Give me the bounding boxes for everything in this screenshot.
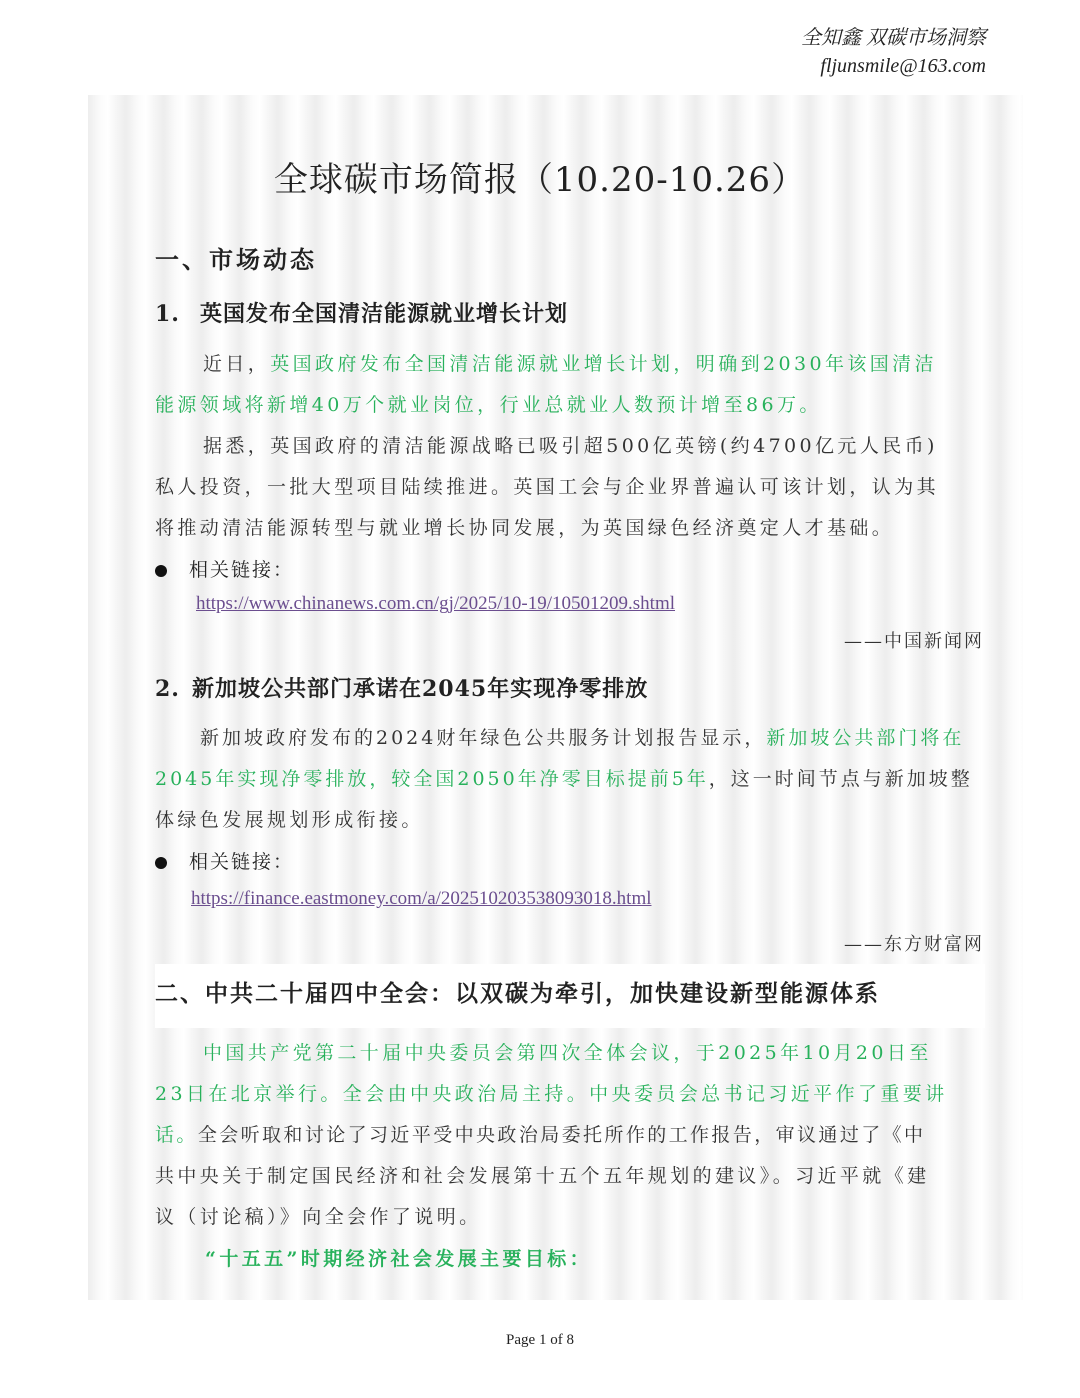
item2-link-label: 相关链接： [189,851,295,873]
item2-paragraph-line1 [200,723,964,750]
item1-number: 1. [155,301,180,327]
item1-source: ——中国新闻网 [844,631,984,652]
item1-paragraph2-line1: 据悉，英国政府的清洁能源战略已吸引超500亿英镑(约4700亿元人民币) [203,435,938,457]
bullet-icon [155,565,167,577]
section2-paragraph-line2: 23日在北京举行。全会由中央政治局主持。中央委员会总书记习近平作了重要讲 [155,1083,948,1105]
item2-number: 2. [155,676,180,702]
item1-link-label: 相关链接： [189,559,295,581]
item2-paragraph-line3: 体绿色发展规划形成衔接。 [155,809,424,831]
item1-title [155,297,568,328]
item1-link[interactable]: https://www.chinanews.com.cn/gj/2025/10-19/10501209.shtml [196,593,676,614]
item2-link-bullet [155,847,294,874]
item1-p1-intro: 近日， [203,353,271,375]
section2-heading: 二、中共二十届四中全会：以双碳为牵引，加快建设新型能源体系 [155,980,880,1007]
item1-paragraph2-line2: 私人投资，一批大型项目陆续推进。英国工会与企业界普遍认可该计划，认为其 [155,476,940,498]
author-email: fljunsmile@163.com [820,55,986,77]
bullet-icon [155,857,167,869]
item2-p1-plain-b: ，这一时间节点与新加坡整 [708,768,973,790]
page-number: Page 1 of 8 [506,1332,574,1348]
section2-p1-plain-c: 全会听取和讨论了习近平受中央政治局委托所作的工作报告，审议通过了《中 [197,1124,926,1146]
item2-link[interactable]: https://finance.eastmoney.com/a/202510203538093018.html [191,888,652,909]
item2-p1-highlight-a: 新加坡公共部门将在 [766,727,965,749]
item1-link-bullet [155,555,294,582]
item1-title-text: 英国发布全国清洁能源就业增长计划 [200,301,569,327]
section2-paragraph-line3 [155,1120,925,1147]
document-header [801,24,986,80]
item1-paragraph1-line1 [203,349,937,376]
item1-p1-highlight-a: 英国政府发布全国清洁能源就业增长计划，明确到2030年该国清洁 [270,353,937,375]
author-line: 全知鑫 双碳市场洞察 [801,27,986,49]
item1-paragraph1-line2: 能源领域将新增40万个就业岗位，行业总就业人数预计增至86万。 [155,394,822,416]
section2-p1-highlight-c: 话。 [155,1124,198,1146]
section2-paragraph-line5: 议（讨论稿）》向全会作了说明。 [155,1206,482,1228]
section1-heading: 一、市场动态 [155,245,317,274]
item2-p1-plain-a: 新加坡政府发布的2024财年绿色公共服务计划报告显示， [200,727,767,749]
item1-paragraph2-line3: 将推动清洁能源转型与就业增长协同发展，为英国绿色经济奠定人才基础。 [155,517,895,539]
section2-paragraph-line1: 中国共产党第二十届中央委员会第四次全体会议，于2025年10月20日至 [203,1042,932,1064]
item2-title-text: 新加坡公共部门承诺在2045年实现净零排放 [192,676,649,702]
section2-paragraph-line4: 共中央关于制定国民经济和社会发展第十五个五年规划的建议》。习近平就《建 [155,1165,930,1187]
page-title: 全球碳市场简报（10.20-10.26） [273,160,807,200]
section2-subheading: “十五五”时期经济社会发展主要目标： [205,1248,593,1270]
item2-p1-highlight-b: 2045年实现净零排放，较全国2050年净零目标提前5年 [155,768,709,790]
item2-paragraph-line2 [155,764,973,791]
item2-title [155,672,648,703]
item2-source: ——东方财富网 [844,934,984,955]
